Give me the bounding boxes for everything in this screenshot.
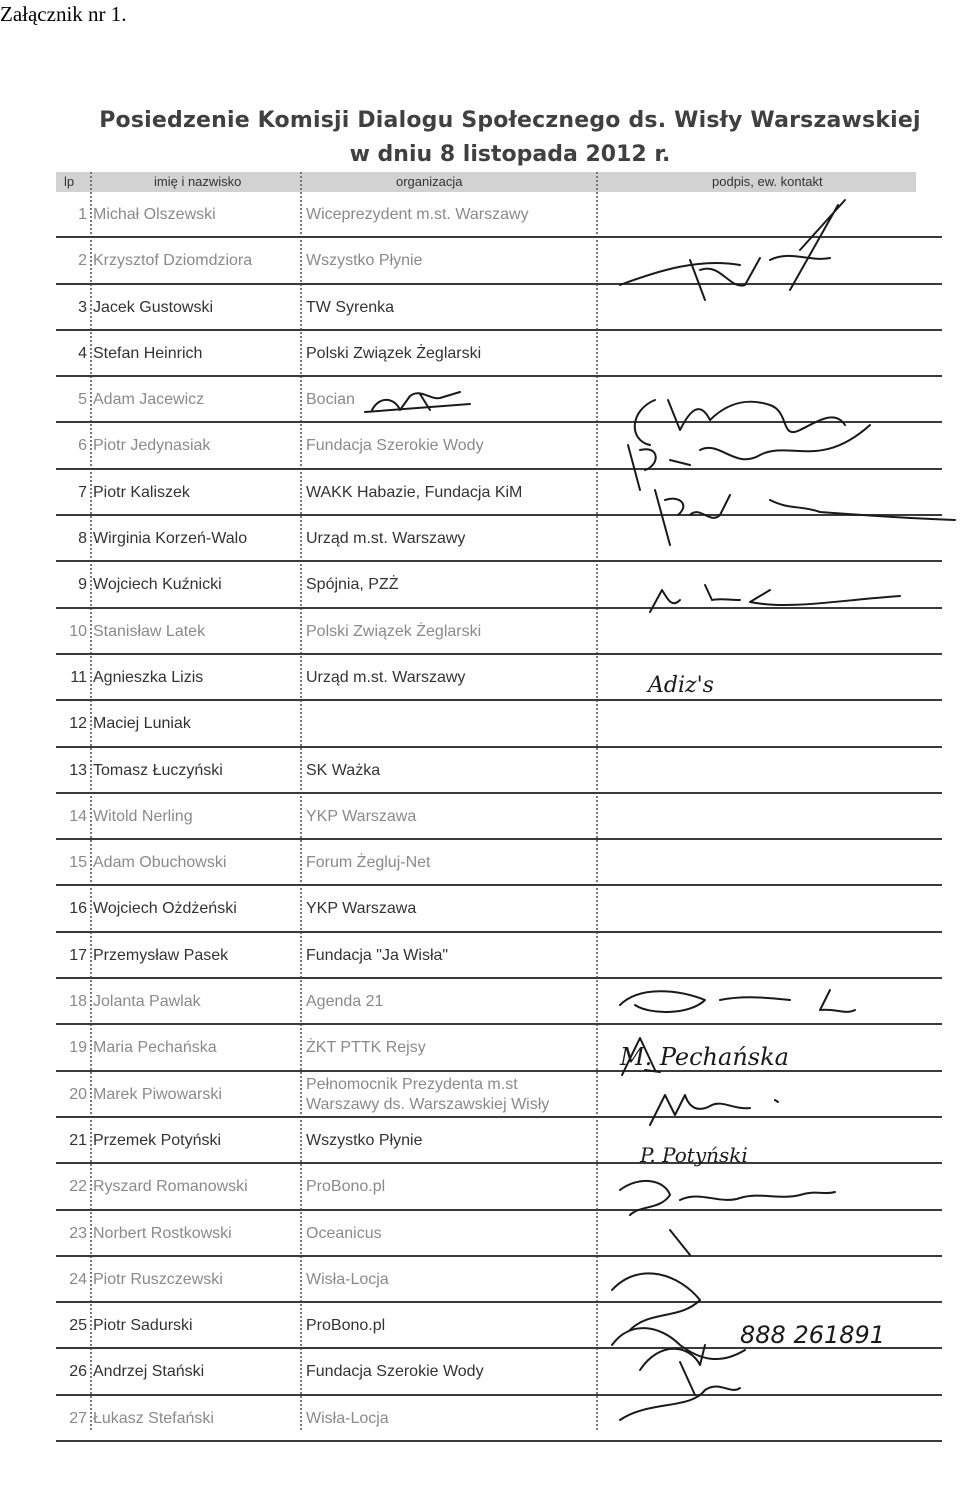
signature-pechanska: M. Pechańska <box>620 1043 789 1071</box>
organization-line: Pełnomocnik Prezydenta m.st <box>306 1075 518 1093</box>
row-number: 1 <box>78 206 87 223</box>
attendee-name: Piotr Kaliszek <box>93 483 190 501</box>
attendee-organization: Fundacja Szerokie Wody <box>306 1363 484 1381</box>
attendee-organization: Fundacja Szerokie Wody <box>306 437 484 455</box>
table-row <box>56 701 942 747</box>
attendee-name: Przemysław Pasek <box>93 946 229 964</box>
table-row <box>56 933 942 979</box>
table-row <box>56 1396 942 1442</box>
header-signature: podpis, ew. kontakt <box>712 174 823 189</box>
row-number: 6 <box>78 437 87 455</box>
attendee-organization: Wszystko Płynie <box>306 1131 423 1149</box>
table-row <box>56 1303 942 1349</box>
attendance-sheet <box>56 172 942 1450</box>
row-number: 3 <box>78 298 87 316</box>
table-row <box>56 1349 942 1395</box>
table-row <box>56 238 942 284</box>
attendee-name: Norbert Rostkowski <box>93 1224 232 1242</box>
attendee-organization: Wszystko Płynie <box>306 252 423 270</box>
attendee-list <box>56 192 942 1442</box>
table-row <box>56 748 942 794</box>
attendee-name: Adam Jacewicz <box>93 391 205 409</box>
row-number: 8 <box>78 530 87 548</box>
attendee-name: Witold Nerling <box>93 807 193 825</box>
table-row <box>56 516 942 562</box>
attendee-name: Łukasz Stefański <box>93 1409 214 1427</box>
annex-label: Załącznik nr 1. <box>0 2 127 26</box>
attendee-organization <box>306 1075 549 1115</box>
table-row <box>56 794 942 840</box>
header-organization: organizacja <box>396 174 463 189</box>
row-number: 11 <box>70 668 87 686</box>
attendee-organization: Spójnia, PZŻ <box>306 576 399 594</box>
attendee-name: Stefan Heinrich <box>93 344 203 362</box>
organization-line: Warszawy ds. Warszawskiej Wisły <box>306 1095 550 1113</box>
table-row <box>56 192 942 238</box>
attendee-organization: Agenda 21 <box>306 993 384 1011</box>
row-number: 19 <box>69 1039 87 1057</box>
attendee-name: Maria Pechańska <box>93 1039 217 1057</box>
attendee-name: Tomasz Łuczyński <box>93 761 223 779</box>
row-number: 20 <box>69 1085 87 1103</box>
table-row <box>56 1164 942 1210</box>
attendee-name: Przemek Potyński <box>93 1131 222 1149</box>
table-row <box>56 609 942 655</box>
attendee-name: Marek Piwowarski <box>93 1085 222 1103</box>
table-row <box>56 840 942 886</box>
row-number: 17 <box>69 946 87 964</box>
attendee-name: Piotr Sadurski <box>93 1317 193 1335</box>
attendee-organization: Fundacja "Ja Wisła" <box>306 946 449 964</box>
table-row <box>56 1072 942 1118</box>
table-row <box>56 979 942 1025</box>
row-number: 15 <box>69 854 87 872</box>
row-number: 10 <box>69 622 87 640</box>
attendee-name: Krzysztof Dziomdziora <box>93 252 253 270</box>
table-row <box>56 377 942 423</box>
attendee-organization: YKP Warszawa <box>306 807 417 825</box>
attendee-organization: ProBono.pl <box>306 1178 386 1196</box>
attendee-name: Adam Obuchowski <box>93 854 227 872</box>
header-name: imię i nazwisko <box>154 174 242 189</box>
attendee-organization: YKP Warszawa <box>306 900 417 918</box>
attendee-name: Ryszard Romanowski <box>93 1178 248 1196</box>
row-number: 5 <box>78 391 87 409</box>
attendee-name: Stanisław Latek <box>93 622 206 640</box>
attendee-organization: Forum Żegluj-Net <box>306 854 431 872</box>
row-number: 18 <box>69 993 87 1011</box>
row-number: 14 <box>69 807 87 825</box>
table-row <box>56 285 942 331</box>
attendee-organization: Oceanicus <box>306 1224 382 1242</box>
header-lp: lp <box>64 174 75 189</box>
row-number: 25 <box>69 1317 87 1335</box>
row-number: 27 <box>69 1409 87 1427</box>
attendee-organization: ŻKT PTTK Rejsy <box>306 1039 426 1057</box>
attendee-name: Wojciech Kuźnicki <box>93 576 222 594</box>
attendee-name: Agnieszka Lizis <box>93 668 204 686</box>
row-number: 9 <box>78 576 87 594</box>
row-number: 26 <box>69 1363 87 1381</box>
signature-lizis: Adiz's <box>648 673 714 698</box>
row-number: 24 <box>69 1270 87 1288</box>
table-row <box>56 655 942 701</box>
row-number: 16 <box>69 900 87 918</box>
table-row <box>56 470 942 516</box>
attendee-name: Jolanta Pawlak <box>93 993 201 1011</box>
document-title: Posiedzenie Komisji Dialogu Społecznego ds. Wisły Warszawskiej <box>99 108 921 133</box>
attendee-organization: WAKK Habazie, Fundacja KiM <box>306 483 523 501</box>
attendee-name: Maciej Luniak <box>93 715 191 733</box>
table-row <box>56 1257 942 1303</box>
row-number: 12 <box>69 715 87 733</box>
row-number: 22 <box>69 1178 87 1196</box>
attendee-name: Piotr Ruszczewski <box>93 1270 223 1288</box>
attendee-name: Andrzej Stański <box>93 1363 205 1381</box>
attendee-organization: TW Syrenka <box>306 298 395 316</box>
table-row <box>56 1025 942 1071</box>
attendee-name: Jacek Gustowski <box>93 298 214 316</box>
row-number: 23 <box>69 1224 87 1242</box>
attendee-name: Wojciech Ożdżeński <box>93 900 237 918</box>
attendee-organization: Wiceprezydent m.st. Warszawy <box>306 206 529 223</box>
document-date: w dniu 8 listopada 2012 r. <box>349 142 671 167</box>
attendee-organization: Wisła-Locja <box>306 1409 389 1427</box>
row-number: 13 <box>69 761 87 779</box>
table-row <box>56 562 942 608</box>
attendee-organization: Urząd m.st. Warszawy <box>306 668 466 686</box>
row-number: 21 <box>69 1131 87 1149</box>
attendee-organization: Bocian <box>306 391 355 409</box>
attendee-name: Michał Olszewski <box>93 206 216 223</box>
table-row <box>56 1211 942 1257</box>
attendee-organization: ProBono.pl <box>306 1317 386 1335</box>
attendee-name: Piotr Jedynasiak <box>93 437 211 455</box>
attendee-organization: Polski Związek Żeglarski <box>306 344 482 362</box>
table-row <box>56 423 942 469</box>
row-number: 7 <box>78 483 87 501</box>
attendee-organization: SK Ważka <box>306 761 381 779</box>
table-row <box>56 886 942 932</box>
row-number: 2 <box>78 252 87 270</box>
attendee-organization: Urząd m.st. Warszawy <box>306 530 466 548</box>
handwritten-contact-number: 888 261891 <box>740 1321 886 1349</box>
attendee-organization: Wisła-Locja <box>306 1270 389 1288</box>
table-row <box>56 331 942 377</box>
table-header <box>56 172 916 192</box>
row-number: 4 <box>78 344 87 362</box>
attendee-organization: Polski Związek Żeglarski <box>306 622 482 640</box>
signature-potynski: P. Potyński <box>640 1143 748 1167</box>
attendee-name: Wirginia Korzeń-Walo <box>93 530 248 548</box>
table-row <box>56 1118 942 1164</box>
